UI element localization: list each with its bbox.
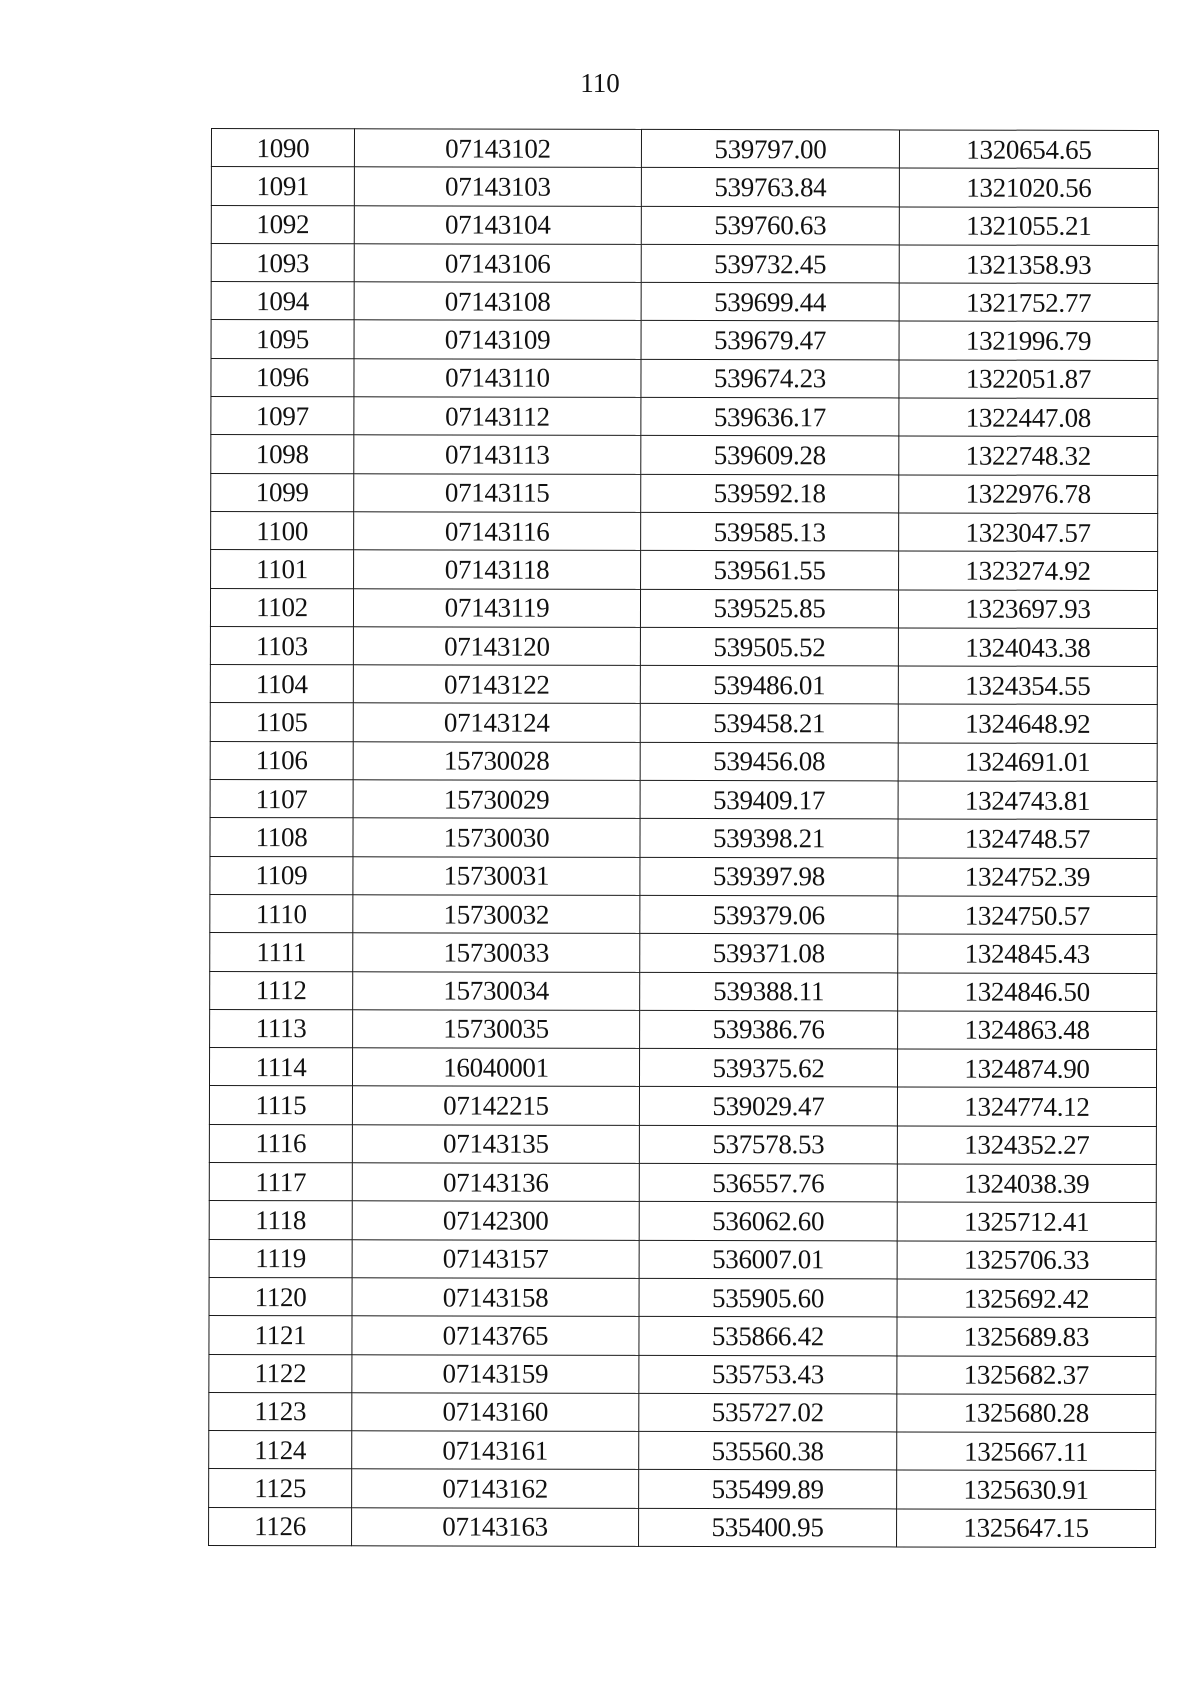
y-coordinate-cell: 1321358.93	[899, 245, 1158, 284]
point-number-cell: 1091	[211, 167, 354, 206]
point-number-cell: 1106	[210, 741, 353, 780]
table-row	[210, 741, 1157, 781]
point-id-cell: 07143157	[352, 1239, 639, 1278]
y-coordinate-cell: 1324691.01	[898, 743, 1157, 782]
point-number-cell: 1095	[211, 320, 354, 359]
point-number-cell: 1100	[211, 511, 354, 550]
point-number-cell: 1114	[209, 1048, 352, 1087]
y-coordinate-cell: 1324774.12	[897, 1087, 1156, 1126]
point-id-cell: 07143118	[354, 550, 641, 589]
table-row	[209, 1392, 1156, 1432]
point-number-cell: 1104	[210, 665, 353, 704]
y-coordinate-cell: 1324043.38	[898, 628, 1157, 667]
x-coordinate-cell: 539732.45	[641, 244, 899, 283]
y-coordinate-cell: 1325647.15	[897, 1509, 1156, 1548]
point-id-cell: 07143119	[353, 588, 640, 627]
x-coordinate-cell: 536062.60	[639, 1202, 897, 1241]
point-id-cell: 07143115	[354, 473, 641, 512]
table-row	[211, 320, 1158, 360]
x-coordinate-cell: 539375.62	[639, 1049, 897, 1088]
table-row	[211, 511, 1158, 551]
y-coordinate-cell: 1322748.32	[899, 436, 1158, 475]
y-coordinate-cell: 1325630.91	[897, 1470, 1156, 1509]
x-coordinate-cell: 535400.95	[639, 1508, 897, 1547]
point-number-cell: 1096	[211, 358, 354, 397]
y-coordinate-cell: 1323697.93	[898, 590, 1157, 629]
y-coordinate-cell: 1324863.48	[898, 1011, 1157, 1050]
x-coordinate-cell: 539797.00	[641, 129, 899, 168]
point-number-cell: 1102	[210, 588, 353, 627]
table-row	[210, 626, 1157, 666]
x-coordinate-cell: 539592.18	[641, 474, 899, 513]
point-id-cell: 07143136	[352, 1163, 639, 1202]
table-row	[211, 243, 1158, 283]
point-number-cell: 1117	[209, 1163, 352, 1202]
y-coordinate-cell: 1324846.50	[898, 972, 1157, 1011]
point-id-cell: 07143124	[353, 703, 640, 742]
x-coordinate-cell: 539371.08	[640, 934, 898, 973]
y-coordinate-cell: 1325706.33	[897, 1241, 1156, 1280]
x-coordinate-cell: 535753.43	[639, 1355, 897, 1394]
point-id-cell: 07143109	[354, 320, 641, 359]
y-coordinate-cell: 1323274.92	[899, 551, 1158, 590]
point-id-cell: 15730031	[353, 856, 640, 895]
table-row	[210, 665, 1157, 705]
point-number-cell: 1123	[209, 1392, 352, 1431]
y-coordinate-cell: 1324038.39	[897, 1164, 1156, 1203]
point-id-cell: 15730035	[353, 1010, 640, 1049]
table-row	[209, 1277, 1156, 1317]
point-id-cell: 15730030	[353, 818, 640, 857]
y-coordinate-cell: 1322447.08	[899, 398, 1158, 437]
point-id-cell: 07143112	[354, 397, 641, 436]
point-id-cell: 07143135	[352, 1125, 639, 1164]
point-id-cell: 07143104	[354, 205, 641, 244]
y-coordinate-cell: 1323047.57	[899, 513, 1158, 552]
point-id-cell: 07143108	[354, 282, 641, 321]
x-coordinate-cell: 537578.53	[639, 1125, 897, 1164]
table-row	[209, 1469, 1156, 1509]
point-id-cell: 15730029	[353, 780, 640, 819]
x-coordinate-cell: 539379.06	[640, 895, 898, 934]
y-coordinate-cell: 1324752.39	[898, 858, 1157, 897]
point-id-cell: 07143160	[352, 1393, 639, 1432]
table-row	[210, 856, 1157, 896]
x-coordinate-cell: 536007.01	[639, 1240, 897, 1279]
y-coordinate-cell: 1322051.87	[899, 360, 1158, 399]
point-id-cell: 16040001	[352, 1048, 639, 1087]
y-coordinate-cell: 1322976.78	[899, 475, 1158, 514]
point-id-cell: 07142215	[352, 1086, 639, 1125]
table-row	[211, 167, 1158, 207]
x-coordinate-cell: 539585.13	[641, 512, 899, 551]
point-number-cell: 1122	[209, 1354, 352, 1393]
table-row	[211, 205, 1158, 245]
x-coordinate-cell: 539486.01	[640, 666, 898, 705]
point-id-cell: 07143103	[354, 167, 641, 206]
y-coordinate-cell: 1321752.77	[899, 283, 1158, 322]
point-number-cell: 1113	[210, 1009, 353, 1048]
point-number-cell: 1118	[209, 1201, 352, 1240]
point-number-cell: 1120	[209, 1277, 352, 1316]
point-id-cell: 07143110	[354, 359, 641, 398]
table-row	[211, 473, 1158, 513]
point-id-cell: 07143765	[352, 1316, 639, 1355]
x-coordinate-cell: 539561.55	[641, 551, 899, 590]
x-coordinate-cell: 539636.17	[641, 397, 899, 436]
y-coordinate-cell: 1324874.90	[897, 1049, 1156, 1088]
point-number-cell: 1092	[211, 205, 354, 244]
table-row	[211, 397, 1158, 437]
y-coordinate-cell: 1325712.41	[897, 1202, 1156, 1241]
point-number-cell: 1090	[211, 129, 354, 168]
x-coordinate-cell: 539398.21	[640, 819, 898, 858]
point-id-cell: 07143162	[352, 1469, 639, 1508]
point-id-cell: 07143158	[352, 1278, 639, 1317]
x-coordinate-cell: 539760.63	[641, 206, 899, 245]
table-row	[210, 894, 1157, 934]
table-row	[211, 282, 1158, 322]
y-coordinate-cell: 1320654.65	[899, 130, 1158, 169]
point-number-cell: 1116	[209, 1124, 352, 1163]
point-number-cell: 1094	[211, 282, 354, 321]
table-row	[210, 588, 1157, 628]
table-row	[211, 435, 1158, 475]
x-coordinate-cell: 539397.98	[640, 857, 898, 896]
y-coordinate-cell: 1325680.28	[897, 1394, 1156, 1433]
table-row	[211, 550, 1158, 590]
x-coordinate-cell: 539679.47	[641, 321, 899, 360]
y-coordinate-cell: 1325692.42	[897, 1279, 1156, 1318]
x-coordinate-cell: 535499.89	[639, 1470, 897, 1509]
point-number-cell: 1093	[211, 243, 354, 282]
point-id-cell: 07143113	[354, 435, 641, 474]
y-coordinate-cell: 1324845.43	[898, 934, 1157, 973]
x-coordinate-cell: 539525.85	[640, 589, 898, 628]
x-coordinate-cell: 539388.11	[640, 972, 898, 1011]
point-number-cell: 1101	[211, 550, 354, 589]
table-row	[210, 1009, 1157, 1049]
y-coordinate-cell: 1321055.21	[899, 207, 1158, 246]
point-number-cell: 1108	[210, 818, 353, 857]
point-id-cell: 07143163	[352, 1507, 639, 1546]
coordinates-table	[208, 128, 1159, 1548]
point-number-cell: 1124	[209, 1431, 352, 1470]
coordinates-table-body	[209, 129, 1159, 1548]
table-row	[211, 129, 1158, 169]
table-row	[209, 1316, 1156, 1356]
y-coordinate-cell: 1324648.92	[898, 704, 1157, 743]
x-coordinate-cell: 535727.02	[639, 1393, 897, 1432]
point-number-cell: 1121	[209, 1316, 352, 1355]
x-coordinate-cell: 535560.38	[639, 1431, 897, 1470]
point-id-cell: 07143120	[353, 627, 640, 666]
point-number-cell: 1107	[210, 780, 353, 819]
table-row	[210, 780, 1157, 820]
x-coordinate-cell: 535905.60	[639, 1278, 897, 1317]
x-coordinate-cell: 539458.21	[640, 704, 898, 743]
x-coordinate-cell: 539674.23	[641, 359, 899, 398]
point-id-cell: 07143106	[354, 244, 641, 283]
point-id-cell: 07143102	[354, 129, 641, 168]
point-number-cell: 1109	[210, 856, 353, 895]
point-number-cell: 1097	[211, 397, 354, 436]
point-id-cell: 07142300	[352, 1201, 639, 1240]
point-number-cell: 1119	[209, 1239, 352, 1278]
point-id-cell: 07143159	[352, 1354, 639, 1393]
table-row	[209, 1201, 1156, 1241]
y-coordinate-cell: 1321020.56	[899, 168, 1158, 207]
table-row	[209, 1163, 1156, 1203]
point-id-cell: 07143122	[353, 665, 640, 704]
point-number-cell: 1103	[210, 626, 353, 665]
y-coordinate-cell: 1324352.27	[897, 1126, 1156, 1165]
table-row	[209, 1431, 1156, 1471]
point-number-cell: 1110	[210, 894, 353, 933]
point-id-cell: 15730028	[353, 742, 640, 781]
point-id-cell: 15730032	[353, 895, 640, 934]
y-coordinate-cell: 1325682.37	[897, 1355, 1156, 1394]
table-row	[210, 818, 1157, 858]
point-number-cell: 1111	[210, 933, 353, 972]
table-row	[210, 971, 1157, 1011]
point-number-cell: 1098	[211, 435, 354, 474]
x-coordinate-cell: 536557.76	[639, 1163, 897, 1202]
point-id-cell: 07143116	[354, 512, 641, 551]
point-id-cell: 15730034	[353, 971, 640, 1010]
x-coordinate-cell: 539505.52	[640, 627, 898, 666]
table-row	[210, 933, 1157, 973]
x-coordinate-cell: 539409.17	[640, 780, 898, 819]
x-coordinate-cell: 539609.28	[641, 436, 899, 475]
table-row	[209, 1048, 1156, 1088]
y-coordinate-cell: 1324750.57	[898, 896, 1157, 935]
x-coordinate-cell: 535866.42	[639, 1317, 897, 1356]
x-coordinate-cell: 539029.47	[639, 1087, 897, 1126]
point-number-cell: 1099	[211, 473, 354, 512]
x-coordinate-cell: 539386.76	[640, 1010, 898, 1049]
y-coordinate-cell: 1325689.83	[897, 1317, 1156, 1356]
table-row	[209, 1124, 1156, 1164]
point-number-cell: 1126	[209, 1507, 352, 1546]
table-row	[209, 1354, 1156, 1394]
y-coordinate-cell: 1324354.55	[898, 666, 1157, 705]
y-coordinate-cell: 1321996.79	[899, 321, 1158, 360]
x-coordinate-cell: 539456.08	[640, 742, 898, 781]
y-coordinate-cell: 1325667.11	[897, 1432, 1156, 1471]
y-coordinate-cell: 1324743.81	[898, 781, 1157, 820]
table-row	[209, 1507, 1156, 1547]
point-id-cell: 07143161	[352, 1431, 639, 1470]
page-number: 110	[580, 68, 620, 98]
table-row	[211, 358, 1158, 398]
table-row	[210, 703, 1157, 743]
table-row	[209, 1086, 1156, 1126]
point-number-cell: 1105	[210, 703, 353, 742]
point-id-cell: 15730033	[353, 933, 640, 972]
y-coordinate-cell: 1324748.57	[898, 819, 1157, 858]
point-number-cell: 1115	[209, 1086, 352, 1125]
point-number-cell: 1112	[210, 971, 353, 1010]
point-number-cell: 1125	[209, 1469, 352, 1508]
x-coordinate-cell: 539763.84	[641, 168, 899, 207]
table-row	[209, 1239, 1156, 1279]
x-coordinate-cell: 539699.44	[641, 283, 899, 322]
